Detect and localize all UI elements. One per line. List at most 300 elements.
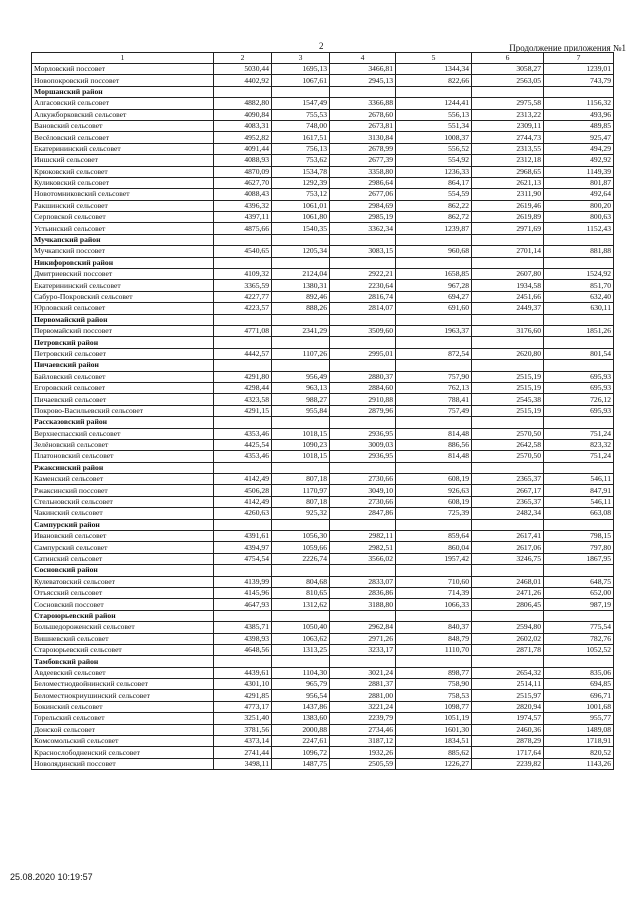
table-row [32, 439, 614, 450]
value-cell: 4145,96 [214, 587, 272, 598]
value-cell: 1059,66 [272, 542, 330, 553]
table-row [32, 394, 614, 405]
table-row [32, 701, 614, 712]
value-cell: 1061,01 [272, 200, 330, 211]
value-cell: 493,96 [544, 109, 614, 120]
value-cell: 1236,33 [396, 166, 472, 177]
value-cell: 800,63 [544, 212, 614, 223]
value-cell: 2312,18 [472, 155, 544, 166]
value-cell: 694,27 [396, 291, 472, 302]
table-row [32, 690, 614, 701]
value-cell: 4373,14 [214, 736, 272, 747]
value-cell: 2515,19 [472, 371, 544, 382]
value-cell: 892,46 [272, 291, 330, 302]
value-cell: 1934,58 [472, 280, 544, 291]
value-cell: 848,79 [396, 633, 472, 644]
value-cell: 4291,80 [214, 371, 272, 382]
row-name-cell: Отъясский сельсовет [32, 587, 214, 598]
row-name-cell: Первомайский район [32, 314, 214, 325]
value-cell: 1383,60 [272, 713, 330, 724]
value-cell: 1056,30 [272, 531, 330, 542]
row-name-cell: Донской сельсовет [32, 724, 214, 735]
value-cell: 663,08 [544, 508, 614, 519]
value-cell: 762,13 [396, 382, 472, 393]
value-cell: 4754,54 [214, 553, 272, 564]
table-row [32, 212, 614, 223]
value-cell: 1380,31 [272, 280, 330, 291]
table-row [32, 576, 614, 587]
value-cell: 2505,59 [330, 758, 396, 769]
value-cell: 807,18 [272, 474, 330, 485]
value-cell: 4952,82 [214, 132, 272, 143]
value-cell: 3058,27 [472, 64, 544, 75]
value-cell [472, 337, 544, 348]
value-cell: 725,39 [396, 508, 472, 519]
value-cell [544, 360, 614, 371]
value-cell: 925,32 [272, 508, 330, 519]
value-cell: 2341,29 [272, 325, 330, 336]
value-cell: 1717,64 [472, 747, 544, 758]
value-cell [214, 565, 272, 576]
value-cell: 691,60 [396, 303, 472, 314]
value-cell [330, 417, 396, 428]
value-cell: 1718,91 [544, 736, 614, 747]
table-row [32, 599, 614, 610]
table-row [32, 246, 614, 257]
value-cell: 1239,01 [544, 64, 614, 75]
value-cell: 2570,50 [472, 428, 544, 439]
value-cell: 967,28 [396, 280, 472, 291]
value-cell [472, 519, 544, 530]
value-cell [214, 462, 272, 473]
value-cell: 695,93 [544, 405, 614, 416]
value-cell [544, 257, 614, 268]
value-cell [330, 314, 396, 325]
row-name-cell: Рассказовский район [32, 417, 214, 428]
value-cell: 2730,66 [330, 474, 396, 485]
value-cell: 2124,04 [272, 269, 330, 280]
value-cell: 1050,40 [272, 622, 330, 633]
row-name-cell: Староюрьевский сельсовет [32, 644, 214, 655]
value-cell: 751,24 [544, 451, 614, 462]
value-cell: 1018,15 [272, 451, 330, 462]
value-cell: 2871,78 [472, 644, 544, 655]
value-cell: 630,11 [544, 303, 614, 314]
value-cell: 1143,26 [544, 758, 614, 769]
value-cell [396, 656, 472, 667]
table-row [32, 474, 614, 485]
row-name-cell: Куликовский сельсовет [32, 177, 214, 188]
row-name-cell: Верхнеспасский сельсовет [32, 428, 214, 439]
value-cell [214, 86, 272, 97]
table-row [32, 405, 614, 416]
value-cell: 4088,93 [214, 155, 272, 166]
row-name-cell: Ракшинский сельсовет [32, 200, 214, 211]
value-cell [214, 610, 272, 621]
value-cell: 807,18 [272, 496, 330, 507]
value-cell: 3365,59 [214, 280, 272, 291]
value-cell: 1152,43 [544, 223, 614, 234]
value-cell: 3498,11 [214, 758, 272, 769]
column-header: 6 [472, 53, 544, 64]
value-cell: 823,32 [544, 439, 614, 450]
district-row [32, 519, 614, 530]
district-row [32, 610, 614, 621]
value-cell: 1489,08 [544, 724, 614, 735]
value-cell: 2617,06 [472, 542, 544, 553]
table-row [32, 622, 614, 633]
value-cell [330, 360, 396, 371]
value-cell: 2982,51 [330, 542, 396, 553]
table-row [32, 496, 614, 507]
value-cell [396, 519, 472, 530]
value-cell: 3781,56 [214, 724, 272, 735]
value-cell: 4091,44 [214, 143, 272, 154]
value-cell: 804,68 [272, 576, 330, 587]
table-row [32, 98, 614, 109]
value-cell: 2982,11 [330, 531, 396, 542]
value-cell: 753,12 [272, 189, 330, 200]
value-cell: 1437,86 [272, 701, 330, 712]
table-row [32, 508, 614, 519]
value-cell: 2239,82 [472, 758, 544, 769]
value-cell: 2594,80 [472, 622, 544, 633]
value-cell: 2365,37 [472, 474, 544, 485]
value-cell [330, 462, 396, 473]
value-cell: 4540,65 [214, 246, 272, 257]
row-name-cell: Пичаевский сельсовет [32, 394, 214, 405]
value-cell: 3362,34 [330, 223, 396, 234]
value-cell: 2460,36 [472, 724, 544, 735]
value-cell: 2230,64 [330, 280, 396, 291]
value-cell: 4396,32 [214, 200, 272, 211]
value-cell [472, 417, 544, 428]
value-cell [272, 417, 330, 428]
table-row [32, 166, 614, 177]
value-cell: 5030,44 [214, 64, 272, 75]
value-cell: 2971,26 [330, 633, 396, 644]
table-row [32, 587, 614, 598]
table-row [32, 747, 614, 758]
value-cell [214, 519, 272, 530]
value-cell: 1098,77 [396, 701, 472, 712]
value-cell: 814,48 [396, 428, 472, 439]
row-name-cell: Юрловский сельсовет [32, 303, 214, 314]
value-cell: 556,13 [396, 109, 472, 120]
value-cell [544, 86, 614, 97]
value-cell [330, 610, 396, 621]
value-cell: 801,87 [544, 177, 614, 188]
value-cell: 753,62 [272, 155, 330, 166]
value-cell: 2701,14 [472, 246, 544, 257]
value-cell: 822,66 [396, 75, 472, 86]
value-cell: 1834,51 [396, 736, 472, 747]
value-cell: 3049,10 [330, 485, 396, 496]
data-table [31, 52, 614, 770]
value-cell: 2515,19 [472, 405, 544, 416]
value-cell: 1932,26 [330, 747, 396, 758]
value-cell: 695,93 [544, 371, 614, 382]
value-cell [544, 656, 614, 667]
district-row [32, 234, 614, 245]
table-row [32, 633, 614, 644]
value-cell: 2545,38 [472, 394, 544, 405]
row-name-cell: Дмитриевский поссовет [32, 269, 214, 280]
value-cell: 2984,69 [330, 200, 396, 211]
value-cell: 710,60 [396, 576, 472, 587]
value-cell: 755,53 [272, 109, 330, 120]
value-cell [214, 234, 272, 245]
value-cell: 3221,24 [330, 701, 396, 712]
value-cell [330, 234, 396, 245]
value-cell: 2985,19 [330, 212, 396, 223]
row-name-cell: Покрово-Васильевский сельсовет [32, 405, 214, 416]
value-cell: 835,06 [544, 667, 614, 678]
row-name-cell: Беломестнокриушинский сельсовет [32, 690, 214, 701]
value-cell: 2621,13 [472, 177, 544, 188]
row-name-cell: Староюрьевский район [32, 610, 214, 621]
value-cell: 2986,64 [330, 177, 396, 188]
row-name-cell: Новолядинский поссовет [32, 758, 214, 769]
value-cell: 988,27 [272, 394, 330, 405]
row-name-cell: Сабуро-Покровский сельсовет [32, 291, 214, 302]
value-cell: 751,24 [544, 428, 614, 439]
district-row [32, 360, 614, 371]
value-cell: 800,20 [544, 200, 614, 211]
value-cell [544, 610, 614, 621]
value-cell: 2833,07 [330, 576, 396, 587]
value-cell: 788,41 [396, 394, 472, 405]
value-cell: 2619,89 [472, 212, 544, 223]
district-row [32, 656, 614, 667]
table-row [32, 542, 614, 553]
value-cell [214, 337, 272, 348]
continuation-note: Продолжение приложения №1 [509, 43, 626, 53]
value-cell: 801,54 [544, 348, 614, 359]
row-name-cell: Ржаксинский поссовет [32, 485, 214, 496]
value-cell: 2741,44 [214, 747, 272, 758]
value-cell: 840,37 [396, 622, 472, 633]
row-name-cell: Екатерининский сельсовет [32, 143, 214, 154]
value-cell: 820,52 [544, 747, 614, 758]
value-cell: 4394,97 [214, 542, 272, 553]
value-cell: 860,04 [396, 542, 472, 553]
value-cell: 2000,88 [272, 724, 330, 735]
column-header: 5 [396, 53, 472, 64]
value-cell: 4291,15 [214, 405, 272, 416]
value-cell: 955,84 [272, 405, 330, 416]
column-header: 1 [32, 53, 214, 64]
row-name-cell: Ивановский сельсовет [32, 531, 214, 542]
value-cell: 4301,10 [214, 679, 272, 690]
district-row [32, 337, 614, 348]
value-cell: 2602,02 [472, 633, 544, 644]
value-cell: 4875,66 [214, 223, 272, 234]
value-cell [330, 656, 396, 667]
value-cell: 956,49 [272, 371, 330, 382]
value-cell: 2617,41 [472, 531, 544, 542]
value-cell: 4083,31 [214, 120, 272, 131]
value-cell: 1018,15 [272, 428, 330, 439]
row-name-cell: Алгасовский сельсовет [32, 98, 214, 109]
value-cell: 1205,34 [272, 246, 330, 257]
value-cell: 1051,19 [396, 713, 472, 724]
value-cell [472, 314, 544, 325]
value-cell: 956,54 [272, 690, 330, 701]
value-cell: 648,75 [544, 576, 614, 587]
value-cell: 694,85 [544, 679, 614, 690]
table-row [32, 371, 614, 382]
value-cell: 1867,95 [544, 553, 614, 564]
value-cell: 1540,35 [272, 223, 330, 234]
value-cell: 4142,49 [214, 474, 272, 485]
district-row [32, 86, 614, 97]
value-cell [272, 519, 330, 530]
value-cell: 987,19 [544, 599, 614, 610]
value-cell: 556,52 [396, 143, 472, 154]
value-cell [272, 86, 330, 97]
row-name-cell: Моршанский район [32, 86, 214, 97]
value-cell [396, 417, 472, 428]
value-cell: 2309,11 [472, 120, 544, 131]
value-cell: 4870,09 [214, 166, 272, 177]
value-cell: 758,90 [396, 679, 472, 690]
value-cell: 3176,60 [472, 325, 544, 336]
value-cell: 3251,40 [214, 713, 272, 724]
value-cell: 3187,12 [330, 736, 396, 747]
value-cell [396, 462, 472, 473]
value-cell: 757,49 [396, 405, 472, 416]
row-name-cell: Иншский сельсовет [32, 155, 214, 166]
value-cell: 652,00 [544, 587, 614, 598]
value-cell: 3246,75 [472, 553, 544, 564]
value-cell: 3130,84 [330, 132, 396, 143]
value-cell: 632,40 [544, 291, 614, 302]
value-cell: 2971,69 [472, 223, 544, 234]
value-cell: 1170,97 [272, 485, 330, 496]
value-cell: 4223,57 [214, 303, 272, 314]
row-name-cell: Устьинский сельсовет [32, 223, 214, 234]
row-name-cell: Алкужборковский сельсовет [32, 109, 214, 120]
value-cell [330, 86, 396, 97]
row-name-cell: Вановский сельсовет [32, 120, 214, 131]
value-cell: 2563,05 [472, 75, 544, 86]
row-name-cell: Каменский сельсовет [32, 474, 214, 485]
value-cell [272, 314, 330, 325]
value-cell: 847,91 [544, 485, 614, 496]
value-cell: 608,19 [396, 496, 472, 507]
row-name-cell: Морловский поссовет [32, 64, 214, 75]
table-row [32, 291, 614, 302]
value-cell: 2677,06 [330, 189, 396, 200]
table-row [32, 382, 614, 393]
value-cell: 4402,92 [214, 75, 272, 86]
value-cell: 1104,30 [272, 667, 330, 678]
value-cell: 1524,92 [544, 269, 614, 280]
value-cell: 2449,37 [472, 303, 544, 314]
value-cell [472, 610, 544, 621]
value-cell: 2847,86 [330, 508, 396, 519]
value-cell: 2879,96 [330, 405, 396, 416]
value-cell: 886,56 [396, 439, 472, 450]
value-cell: 1487,75 [272, 758, 330, 769]
value-cell: 4773,17 [214, 701, 272, 712]
row-name-cell: Никифоровский район [32, 257, 214, 268]
value-cell: 2945,13 [330, 75, 396, 86]
table-row [32, 348, 614, 359]
row-name-cell: Платоновский сельсовет [32, 451, 214, 462]
value-cell: 2654,32 [472, 667, 544, 678]
row-name-cell: Кулеватовский сельсовет [32, 576, 214, 587]
value-cell: 1974,57 [472, 713, 544, 724]
value-cell [272, 337, 330, 348]
value-cell: 4291,85 [214, 690, 272, 701]
value-cell: 4439,61 [214, 667, 272, 678]
value-cell [396, 314, 472, 325]
value-cell [272, 360, 330, 371]
value-cell: 2975,58 [472, 98, 544, 109]
value-cell [472, 257, 544, 268]
district-row [32, 417, 614, 428]
value-cell: 2936,95 [330, 428, 396, 439]
value-cell: 4506,28 [214, 485, 272, 496]
value-cell: 2881,37 [330, 679, 396, 690]
value-cell: 881,88 [544, 246, 614, 257]
value-cell [544, 417, 614, 428]
value-cell: 2365,37 [472, 496, 544, 507]
value-cell: 4882,80 [214, 98, 272, 109]
table-row [32, 143, 614, 154]
value-cell: 4627,70 [214, 177, 272, 188]
value-cell: 492,92 [544, 155, 614, 166]
value-cell: 2642,58 [472, 439, 544, 450]
value-cell: 2814,07 [330, 303, 396, 314]
value-cell [272, 234, 330, 245]
value-cell [396, 610, 472, 621]
column-header: 4 [330, 53, 396, 64]
row-name-cell: Серповской сельсовет [32, 212, 214, 223]
value-cell: 1313,25 [272, 644, 330, 655]
value-cell: 1534,78 [272, 166, 330, 177]
value-cell: 810,65 [272, 587, 330, 598]
table-row [32, 724, 614, 735]
row-name-cell: Новопокровский поссовет [32, 75, 214, 86]
value-cell: 4397,11 [214, 212, 272, 223]
value-cell: 2247,61 [272, 736, 330, 747]
value-cell: 1110,70 [396, 644, 472, 655]
row-name-cell: Петровский район [32, 337, 214, 348]
value-cell: 4323,58 [214, 394, 272, 405]
value-cell [472, 360, 544, 371]
value-cell: 2482,34 [472, 508, 544, 519]
value-cell [396, 565, 472, 576]
value-cell: 960,68 [396, 246, 472, 257]
row-name-cell: Авдеевский сельсовет [32, 667, 214, 678]
row-name-cell: Сосновский поссовет [32, 599, 214, 610]
value-cell [544, 565, 614, 576]
table-row [32, 132, 614, 143]
value-cell [272, 656, 330, 667]
value-cell: 955,77 [544, 713, 614, 724]
value-cell: 1957,42 [396, 553, 472, 564]
value-cell: 1344,34 [396, 64, 472, 75]
value-cell: 3021,24 [330, 667, 396, 678]
table-row [32, 75, 614, 86]
value-cell [272, 257, 330, 268]
value-cell: 3009,03 [330, 439, 396, 450]
row-name-cell: Зелёновский сельсовет [32, 439, 214, 450]
value-cell: 3466,81 [330, 64, 396, 75]
